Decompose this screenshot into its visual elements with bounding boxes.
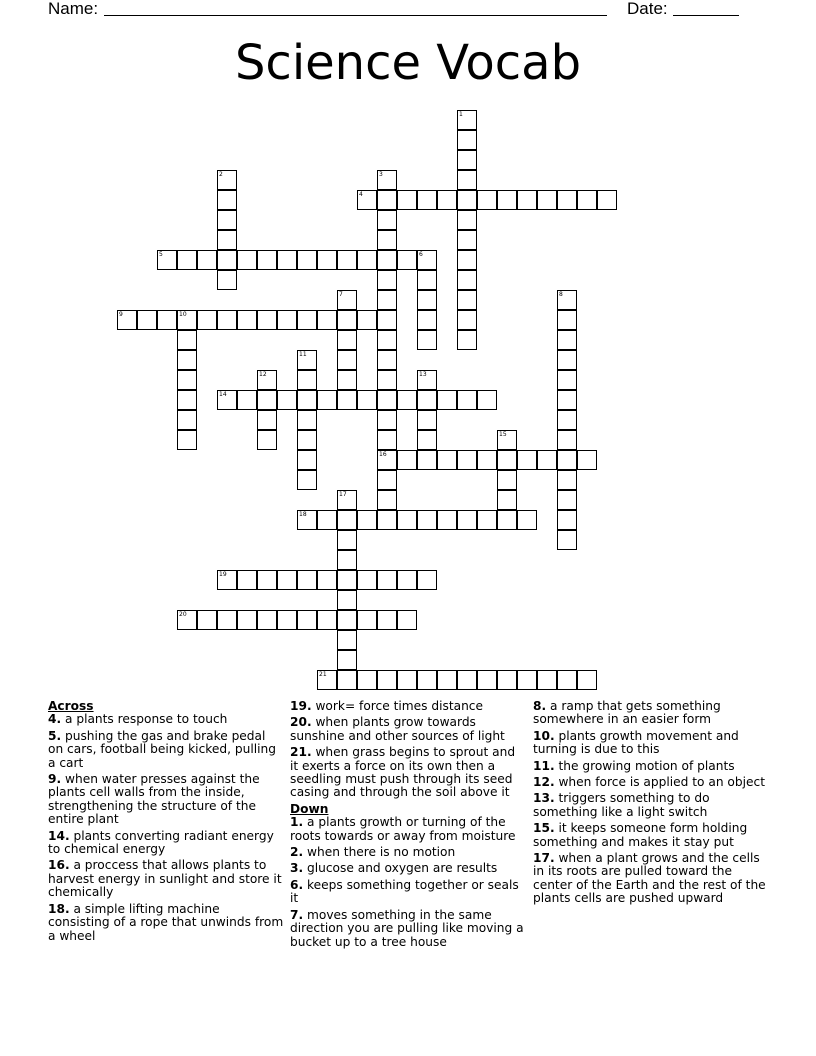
- grid-cell[interactable]: [557, 450, 577, 470]
- clue-number: 18: [299, 511, 307, 518]
- grid-cell[interactable]: [357, 670, 377, 690]
- grid-cell[interactable]: [337, 510, 357, 530]
- grid-cell[interactable]: [377, 430, 397, 450]
- grid-cell[interactable]: [557, 310, 577, 330]
- clue-item-number: 18.: [48, 901, 70, 916]
- clue-item-text: a plants growth or turning of the roots towards or away from moisture: [290, 815, 516, 843]
- grid-cell[interactable]: [457, 250, 477, 270]
- grid-cell[interactable]: [477, 190, 497, 210]
- grid-cell[interactable]: [557, 290, 577, 310]
- clue-number: 11: [299, 351, 307, 358]
- grid-cell[interactable]: [557, 190, 577, 210]
- grid-cell[interactable]: [337, 530, 357, 550]
- grid-cell[interactable]: [337, 630, 357, 650]
- clue-item: [48, 830, 284, 857]
- grid-cell[interactable]: [177, 250, 197, 270]
- grid-cell[interactable]: [537, 190, 557, 210]
- down-heading: Down: [290, 801, 329, 816]
- clue-item-text: when grass begins to sprout and it exerts a force on its own then a seedling must push through its seed casing and through the soil above it: [290, 745, 516, 800]
- clue-item: [48, 903, 284, 943]
- grid-cell[interactable]: [557, 490, 577, 510]
- grid-cell[interactable]: [297, 250, 317, 270]
- grid-cell[interactable]: [297, 610, 317, 630]
- grid-cell[interactable]: [517, 670, 537, 690]
- grid-cell[interactable]: [377, 610, 397, 630]
- grid-cell[interactable]: [397, 390, 417, 410]
- grid-cell[interactable]: [377, 370, 397, 390]
- grid-cell[interactable]: [397, 670, 417, 690]
- clue-number: 19: [219, 571, 227, 578]
- clue-item-text: when there is no motion: [303, 845, 456, 860]
- clue-item: [533, 730, 769, 757]
- clue-item-number: 4.: [48, 712, 62, 727]
- grid-cell[interactable]: [377, 470, 397, 490]
- grid-cell[interactable]: [377, 570, 397, 590]
- clue-item-text: moves something in the same direction you are pulling like moving a bucket up to a tree house: [290, 907, 524, 949]
- clue-item-text: plants growth movement and turning is due to this: [533, 728, 739, 757]
- grid-cell[interactable]: [457, 290, 477, 310]
- grid-cell[interactable]: [177, 310, 197, 330]
- grid-cell[interactable]: [317, 670, 337, 690]
- grid-cell[interactable]: [417, 450, 437, 470]
- grid-cell[interactable]: [337, 550, 357, 570]
- grid-cell[interactable]: [557, 350, 577, 370]
- clue-number: 2: [219, 171, 223, 178]
- grid-cell[interactable]: [457, 670, 477, 690]
- grid-cell[interactable]: [417, 270, 437, 290]
- clue-number: 3: [379, 171, 383, 178]
- clue-number: 10: [179, 311, 187, 318]
- grid-cell[interactable]: [257, 570, 277, 590]
- grid-cell[interactable]: [417, 570, 437, 590]
- clue-item-number: 12.: [533, 775, 555, 790]
- grid-cell[interactable]: [497, 510, 517, 530]
- grid-cell[interactable]: [297, 510, 317, 530]
- clue-list: [0, 700, 816, 1056]
- clue-item-number: 9.: [48, 772, 62, 787]
- grid-cell[interactable]: [217, 570, 237, 590]
- grid-cell[interactable]: [277, 570, 297, 590]
- clue-item-number: 7.: [290, 907, 304, 922]
- grid-cell[interactable]: [257, 430, 277, 450]
- grid-cell[interactable]: [217, 310, 237, 330]
- grid-cell[interactable]: [377, 210, 397, 230]
- grid-cell[interactable]: [557, 670, 577, 690]
- grid-cell[interactable]: [177, 330, 197, 350]
- grid-cell[interactable]: [457, 230, 477, 250]
- grid-cell[interactable]: [377, 190, 397, 210]
- clue-item-text: when plants grow towards sunshine and other sources of light: [290, 715, 505, 743]
- grid-cell[interactable]: [297, 370, 317, 390]
- grid-cell[interactable]: [137, 310, 157, 330]
- clue-item-text: pushing the gas and brake pedal on cars, football being kicked, pulling a cart: [48, 728, 276, 770]
- grid-cell[interactable]: [497, 490, 517, 510]
- clue-item-text: the growing motion of plants: [554, 758, 735, 773]
- grid-cell[interactable]: [557, 470, 577, 490]
- grid-cell[interactable]: [437, 670, 457, 690]
- clue-item-number: 2.: [290, 845, 304, 860]
- grid-cell[interactable]: [457, 450, 477, 470]
- across-heading: Across: [48, 699, 94, 713]
- grid-cell[interactable]: [297, 470, 317, 490]
- grid-cell[interactable]: [357, 250, 377, 270]
- clue-column-1: [48, 700, 284, 946]
- clue-item: [533, 822, 769, 849]
- grid-cell[interactable]: [477, 670, 497, 690]
- clue-item: [48, 859, 284, 899]
- clue-number: 1: [459, 111, 463, 118]
- clue-item: [290, 909, 526, 949]
- grid-cell[interactable]: [217, 190, 237, 210]
- grid-cell[interactable]: [337, 370, 357, 390]
- clue-item-text: plants converting radiant energy to chemical energy: [48, 828, 274, 857]
- grid-cell[interactable]: [457, 210, 477, 230]
- clue-item: [290, 879, 526, 906]
- clue-item-number: 5.: [48, 728, 62, 743]
- clue-item: [533, 700, 769, 727]
- grid-cell[interactable]: [377, 390, 397, 410]
- clue-item-text: when a plant grows and the cells in its roots are pulled toward the center of the Earth and the rest of the plants cells are pushed upward: [533, 851, 766, 906]
- grid-cell[interactable]: [277, 390, 297, 410]
- clue-item: [290, 816, 526, 843]
- grid-cell[interactable]: [397, 450, 417, 470]
- clue-number: 15: [499, 431, 507, 438]
- clue-item-number: 10.: [533, 728, 555, 743]
- grid-cell[interactable]: [337, 330, 357, 350]
- grid-cell[interactable]: [257, 250, 277, 270]
- grid-cell[interactable]: [217, 230, 237, 250]
- grid-cell[interactable]: [237, 610, 257, 630]
- grid-cell[interactable]: [277, 310, 297, 330]
- grid-cell[interactable]: [457, 310, 477, 330]
- clue-number: 17: [339, 491, 347, 498]
- grid-cell[interactable]: [517, 510, 537, 530]
- clue-item: [533, 776, 769, 789]
- grid-cell[interactable]: [157, 250, 177, 270]
- clue-item-number: 13.: [533, 791, 555, 806]
- grid-cell[interactable]: [117, 310, 137, 330]
- grid-cell[interactable]: [217, 250, 237, 270]
- grid-cell[interactable]: [417, 190, 437, 210]
- grid-cell[interactable]: [177, 350, 197, 370]
- grid-cell[interactable]: [377, 170, 397, 190]
- clue-item-text: it keeps someone form holding something and makes it stay put: [533, 821, 748, 849]
- grid-cell[interactable]: [377, 270, 397, 290]
- grid-cell[interactable]: [377, 670, 397, 690]
- clue-item: [533, 792, 769, 819]
- clue-item: [48, 730, 284, 770]
- grid-cell[interactable]: [457, 150, 477, 170]
- grid-cell[interactable]: [197, 250, 217, 270]
- clue-item-number: 6.: [290, 877, 304, 892]
- grid-cell[interactable]: [357, 510, 377, 530]
- grid-cell[interactable]: [457, 190, 477, 210]
- grid-cell[interactable]: [397, 190, 417, 210]
- grid-cell[interactable]: [457, 390, 477, 410]
- grid-cell[interactable]: [477, 510, 497, 530]
- grid-cell[interactable]: [457, 330, 477, 350]
- clue-item: [48, 773, 284, 827]
- clue-item-text: keeps something together or seals it: [290, 877, 519, 906]
- grid-cell[interactable]: [557, 530, 577, 550]
- clue-number: 4: [359, 191, 363, 198]
- grid-cell[interactable]: [357, 610, 377, 630]
- grid-cell[interactable]: [417, 370, 437, 390]
- grid-cell[interactable]: [337, 290, 357, 310]
- grid-cell[interactable]: [417, 410, 437, 430]
- clue-item: [290, 846, 526, 859]
- grid-cell[interactable]: [237, 310, 257, 330]
- grid-cell[interactable]: [217, 610, 237, 630]
- clue-item-text: a simple lifting machine consisting of a rope that unwinds from a wheel: [48, 901, 284, 943]
- clue-item: [533, 760, 769, 773]
- grid-cell[interactable]: [397, 510, 417, 530]
- date-label: Date:: [627, 0, 668, 18]
- grid-cell[interactable]: [397, 570, 417, 590]
- clue-number: 16: [379, 451, 387, 458]
- grid-cell[interactable]: [437, 510, 457, 530]
- grid-cell[interactable]: [457, 170, 477, 190]
- grid-cell[interactable]: [417, 290, 437, 310]
- grid-cell[interactable]: [377, 330, 397, 350]
- grid-cell[interactable]: [257, 390, 277, 410]
- grid-cell[interactable]: [357, 390, 377, 410]
- clue-item-number: 11.: [533, 758, 555, 773]
- clue-item-text: when force is applied to an object: [554, 775, 765, 790]
- grid-cell[interactable]: [337, 390, 357, 410]
- grid-cell[interactable]: [377, 350, 397, 370]
- grid-cell[interactable]: [377, 410, 397, 430]
- clue-item-text: work= force times distance: [311, 699, 484, 713]
- clue-number: 13: [419, 371, 427, 378]
- grid-cell[interactable]: [377, 250, 397, 270]
- grid-cell[interactable]: [297, 570, 317, 590]
- grid-cell[interactable]: [357, 570, 377, 590]
- grid-cell[interactable]: [417, 510, 437, 530]
- grid-cell[interactable]: [297, 450, 317, 470]
- grid-cell[interactable]: [457, 110, 477, 130]
- grid-cell[interactable]: [557, 510, 577, 530]
- clue-item-text: triggers something to do something like a light switch: [533, 791, 710, 819]
- clue-item-number: 19.: [290, 699, 312, 713]
- grid-cell[interactable]: [457, 130, 477, 150]
- grid-cell[interactable]: [337, 350, 357, 370]
- grid-cell[interactable]: [517, 190, 537, 210]
- grid-cell[interactable]: [577, 190, 597, 210]
- clue-number: 20: [179, 611, 187, 618]
- grid-cell[interactable]: [217, 210, 237, 230]
- grid-cell[interactable]: [417, 670, 437, 690]
- grid-cell[interactable]: [317, 610, 337, 630]
- grid-cell[interactable]: [417, 430, 437, 450]
- clue-number: 12: [259, 371, 267, 378]
- grid-cell[interactable]: [397, 250, 417, 270]
- grid-cell[interactable]: [497, 430, 517, 450]
- grid-cell[interactable]: [557, 330, 577, 350]
- grid-cell[interactable]: [377, 310, 397, 330]
- grid-cell[interactable]: [417, 390, 437, 410]
- grid-cell[interactable]: [437, 390, 457, 410]
- clue-item-number: 20.: [290, 715, 312, 730]
- grid-cell[interactable]: [317, 310, 337, 330]
- grid-cell[interactable]: [417, 310, 437, 330]
- clue-item-number: 8.: [533, 699, 547, 713]
- grid-cell[interactable]: [257, 370, 277, 390]
- grid-cell[interactable]: [217, 270, 237, 290]
- grid-cell[interactable]: [497, 450, 517, 470]
- grid-cell[interactable]: [217, 170, 237, 190]
- grid-cell[interactable]: [557, 370, 577, 390]
- grid-cell[interactable]: [537, 450, 557, 470]
- grid-cell[interactable]: [497, 190, 517, 210]
- grid-cell[interactable]: [477, 390, 497, 410]
- grid-cell[interactable]: [177, 610, 197, 630]
- clue-item: [533, 852, 769, 906]
- grid-cell[interactable]: [377, 290, 397, 310]
- grid-cell[interactable]: [317, 570, 337, 590]
- grid-cell[interactable]: [277, 610, 297, 630]
- grid-cell[interactable]: [537, 670, 557, 690]
- clue-number: 5: [159, 251, 163, 258]
- clue-item-number: 17.: [533, 851, 555, 866]
- grid-cell[interactable]: [277, 250, 297, 270]
- grid-cell[interactable]: [377, 510, 397, 530]
- clue-item-text: a proccess that allows plants to harvest energy in sunlight and store it chemically: [48, 858, 282, 900]
- grid-cell[interactable]: [297, 430, 317, 450]
- grid-cell[interactable]: [317, 390, 337, 410]
- clue-item-number: 3.: [290, 861, 304, 876]
- grid-cell[interactable]: [177, 370, 197, 390]
- grid-cell[interactable]: [177, 410, 197, 430]
- clue-item-text: a plants response to touch: [61, 712, 228, 727]
- clue-column-3: [533, 700, 769, 909]
- grid-cell[interactable]: [257, 410, 277, 430]
- grid-cell[interactable]: [297, 390, 317, 410]
- grid-cell[interactable]: [597, 190, 617, 210]
- grid-cell[interactable]: [557, 410, 577, 430]
- clue-number: 9: [119, 311, 123, 318]
- grid-cell[interactable]: [317, 510, 337, 530]
- grid-cell[interactable]: [377, 450, 397, 470]
- clue-number: 14: [219, 391, 227, 398]
- clue-number: 8: [559, 291, 563, 298]
- grid-cell[interactable]: [257, 310, 277, 330]
- grid-cell[interactable]: [337, 570, 357, 590]
- grid-cell[interactable]: [477, 450, 497, 470]
- clue-item-number: 16.: [48, 858, 70, 873]
- grid-cell[interactable]: [397, 610, 417, 630]
- grid-cell[interactable]: [317, 250, 337, 270]
- grid-cell[interactable]: [357, 310, 377, 330]
- grid-cell[interactable]: [437, 450, 457, 470]
- grid-cell[interactable]: [297, 410, 317, 430]
- grid-cell[interactable]: [497, 470, 517, 490]
- grid-cell[interactable]: [297, 310, 317, 330]
- grid-cell[interactable]: [377, 230, 397, 250]
- clue-item-number: 21.: [290, 745, 312, 760]
- grid-cell[interactable]: [257, 610, 277, 630]
- name-label: Name:: [48, 0, 99, 18]
- clue-item: [290, 746, 526, 800]
- grid-cell[interactable]: [377, 490, 397, 510]
- grid-cell[interactable]: [577, 450, 597, 470]
- clue-item-number: 15.: [533, 821, 555, 836]
- clue-number: 21: [319, 671, 327, 678]
- clue-item: [290, 716, 526, 743]
- clue-number: 7: [339, 291, 343, 298]
- page-title: Science Vocab: [234, 35, 582, 91]
- grid-cell[interactable]: [337, 590, 357, 610]
- grid-cell[interactable]: [237, 390, 257, 410]
- grid-cell[interactable]: [197, 310, 217, 330]
- clue-number: 6: [419, 251, 423, 258]
- grid-cell[interactable]: [457, 510, 477, 530]
- clue-item-text: when water presses against the plants cell walls from the inside, strengthening the structure of the entire plant: [48, 772, 260, 827]
- grid-cell[interactable]: [197, 610, 217, 630]
- grid-cell[interactable]: [237, 570, 257, 590]
- clue-column-2: [290, 700, 526, 952]
- clue-item: [290, 862, 526, 875]
- grid-cell[interactable]: [357, 190, 377, 210]
- grid-cell[interactable]: [337, 610, 357, 630]
- grid-cell[interactable]: [157, 310, 177, 330]
- grid-cell[interactable]: [337, 250, 357, 270]
- clue-item-text: glucose and oxygen are results: [303, 861, 498, 876]
- grid-cell[interactable]: [337, 650, 357, 670]
- grid-cell[interactable]: [237, 250, 257, 270]
- clue-item: [48, 713, 284, 726]
- grid-cell[interactable]: [297, 350, 317, 370]
- grid-cell[interactable]: [417, 250, 437, 270]
- grid-cell[interactable]: [557, 390, 577, 410]
- grid-cell[interactable]: [497, 670, 517, 690]
- grid-cell[interactable]: [457, 270, 477, 290]
- grid-cell[interactable]: [577, 670, 597, 690]
- grid-cell[interactable]: [557, 430, 577, 450]
- grid-cell[interactable]: [337, 490, 357, 510]
- grid-cell[interactable]: [337, 670, 357, 690]
- grid-cell[interactable]: [417, 330, 437, 350]
- grid-cell[interactable]: [217, 390, 237, 410]
- grid-cell[interactable]: [337, 310, 357, 330]
- grid-cell[interactable]: [177, 430, 197, 450]
- grid-cell[interactable]: [437, 190, 457, 210]
- grid-cell[interactable]: [177, 390, 197, 410]
- clue-item-text: a ramp that gets something somewhere in an easier form: [533, 699, 721, 727]
- clue-item-number: 1.: [290, 815, 304, 830]
- clue-item-number: 14.: [48, 828, 70, 843]
- clue-item: [290, 700, 526, 713]
- grid-cell[interactable]: [517, 450, 537, 470]
